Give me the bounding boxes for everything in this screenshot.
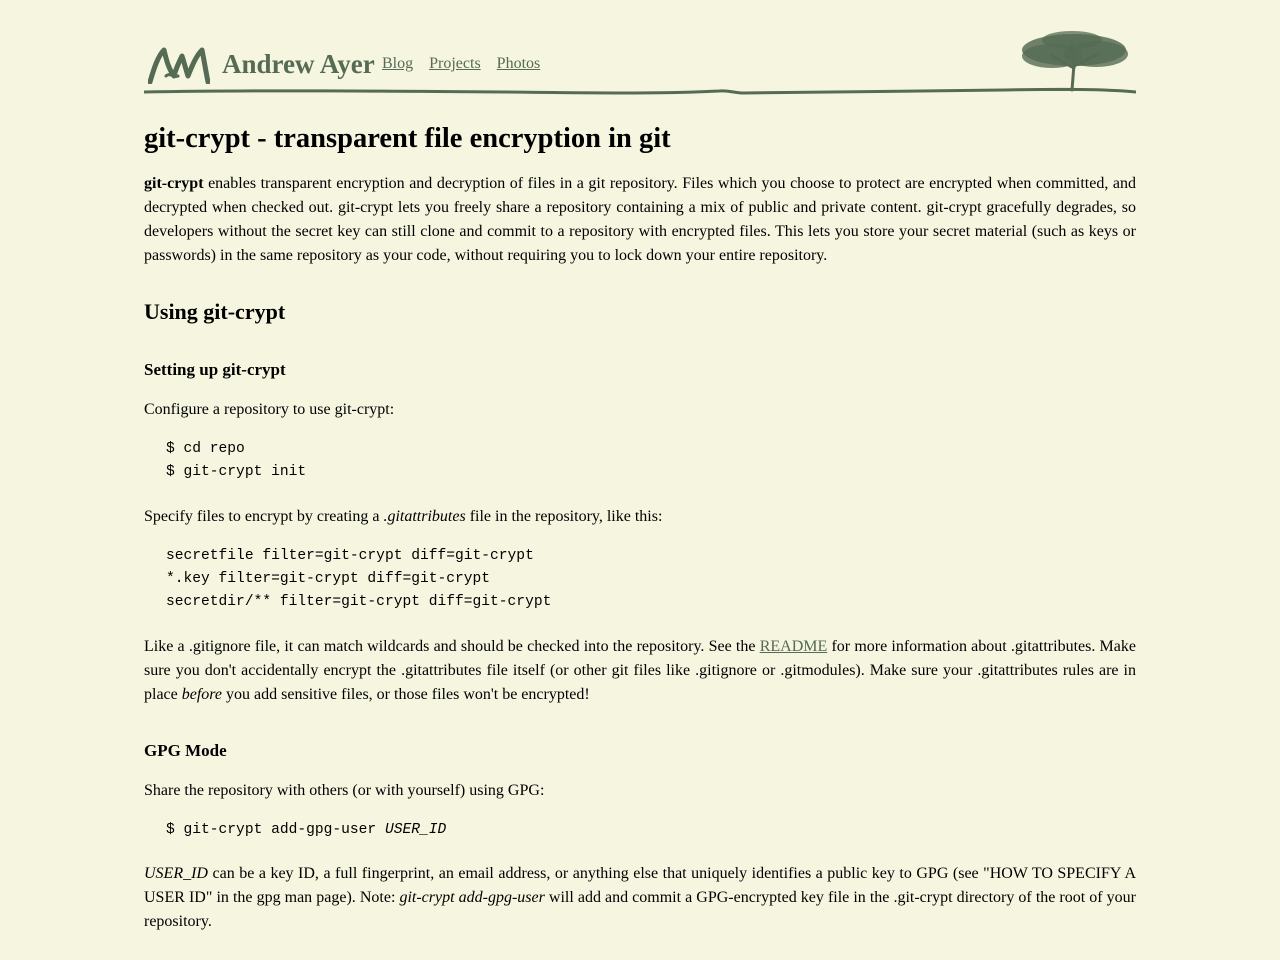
gitattributes-code-block: secretfile filter=git-crypt diff=git-crypt *.key filter=git-crypt diff=git-crypt secretdir/** filter=git-crypt diff=git-crypt <box>166 548 552 610</box>
userid-text-mid: can be a key ID, a full fingerprint, an email address, or anything else that uniquely identifies a public key to GPG (see "HOW TO SPECIFY A USER ID" in the gpg man page). Note: <box>144 865 1136 906</box>
site-header <box>144 0 1136 100</box>
nav-photos[interactable]: Photos <box>496 55 541 72</box>
gpg-code-block <box>144 819 1136 842</box>
wildcard-text-mid: for more information about .gitattributes. Make sure you don't accidentally encrypt the .gitattributes file itself (or other git files like .gitignore or .gitmodules). Make sure your .gitattributes rules are in place <box>144 638 1136 703</box>
tree-illustration-icon <box>1012 28 1136 94</box>
wildcard-paragraph <box>144 635 1136 707</box>
userid-emphasis-command: git-crypt add-gpg-user <box>399 889 545 906</box>
article-title: git-crypt - transparent file encryption in git <box>144 123 671 154</box>
gpg-code-emphasis: USER_ID <box>384 822 447 838</box>
setup-paragraph: Configure a repository to use git-crypt: <box>144 401 395 418</box>
site-title-link[interactable]: Andrew Ayer <box>222 49 375 79</box>
header-divider <box>144 86 1136 98</box>
page <box>144 0 1136 930</box>
intro-bold: git-crypt <box>144 175 204 192</box>
userid-paragraph <box>144 862 1136 934</box>
userid-emphasis: USER_ID <box>144 865 208 882</box>
readme-link[interactable]: README <box>759 638 828 655</box>
specify-text-pre: Specify files to encrypt by creating a <box>144 508 384 525</box>
wildcard-text-pre: Like a .gitignore file, it can match wildcards and should be checked into the repository. See the <box>144 638 760 655</box>
specify-paragraph <box>144 505 1136 529</box>
setup-code-block: $ cd repo $ git-crypt init <box>166 441 307 480</box>
intro-paragraph <box>144 172 1136 268</box>
wildcard-text-post: you add sensitive files, or those files won't be encrypted! <box>222 686 590 703</box>
intro-text: enables transparent encryption and decryption of files in a git repository. Files which you choose to protect are encrypted when committed, and decrypted when checked out. git-crypt lets you freely share a repository containing a mix of public and private content. git-crypt gracefully degrades, so developers without the secret key can still clone and commit to a repository with encrypted files. This lets you store your secret material (such as keys or passwords) in the same repository as your code, without requiring you to lock down your entire repository. <box>144 175 1136 264</box>
section-heading-using: Using git-crypt <box>144 299 286 324</box>
nav-blog[interactable]: Blog <box>382 55 414 72</box>
main-nav <box>382 53 556 75</box>
specify-text-post: file in the repository, like this: <box>465 508 663 525</box>
nav-projects[interactable]: Projects <box>429 55 481 72</box>
gpg-code-text: $ git-crypt add-gpg-user <box>166 822 385 838</box>
specify-emphasis: .gitattributes <box>383 508 466 525</box>
subheading-gpg: GPG Mode <box>144 741 227 760</box>
gpg-paragraph: Share the repository with others (or with yourself) using GPG: <box>144 782 545 799</box>
wildcard-emphasis: before <box>181 686 223 703</box>
article <box>144 100 1136 934</box>
aa-monogram-icon[interactable] <box>148 46 210 84</box>
userid-text-post: will add and commit a GPG-encrypted key file in the .git-crypt directory of the root of your repository. <box>144 889 1136 930</box>
subheading-setup: Setting up git-crypt <box>144 360 286 379</box>
